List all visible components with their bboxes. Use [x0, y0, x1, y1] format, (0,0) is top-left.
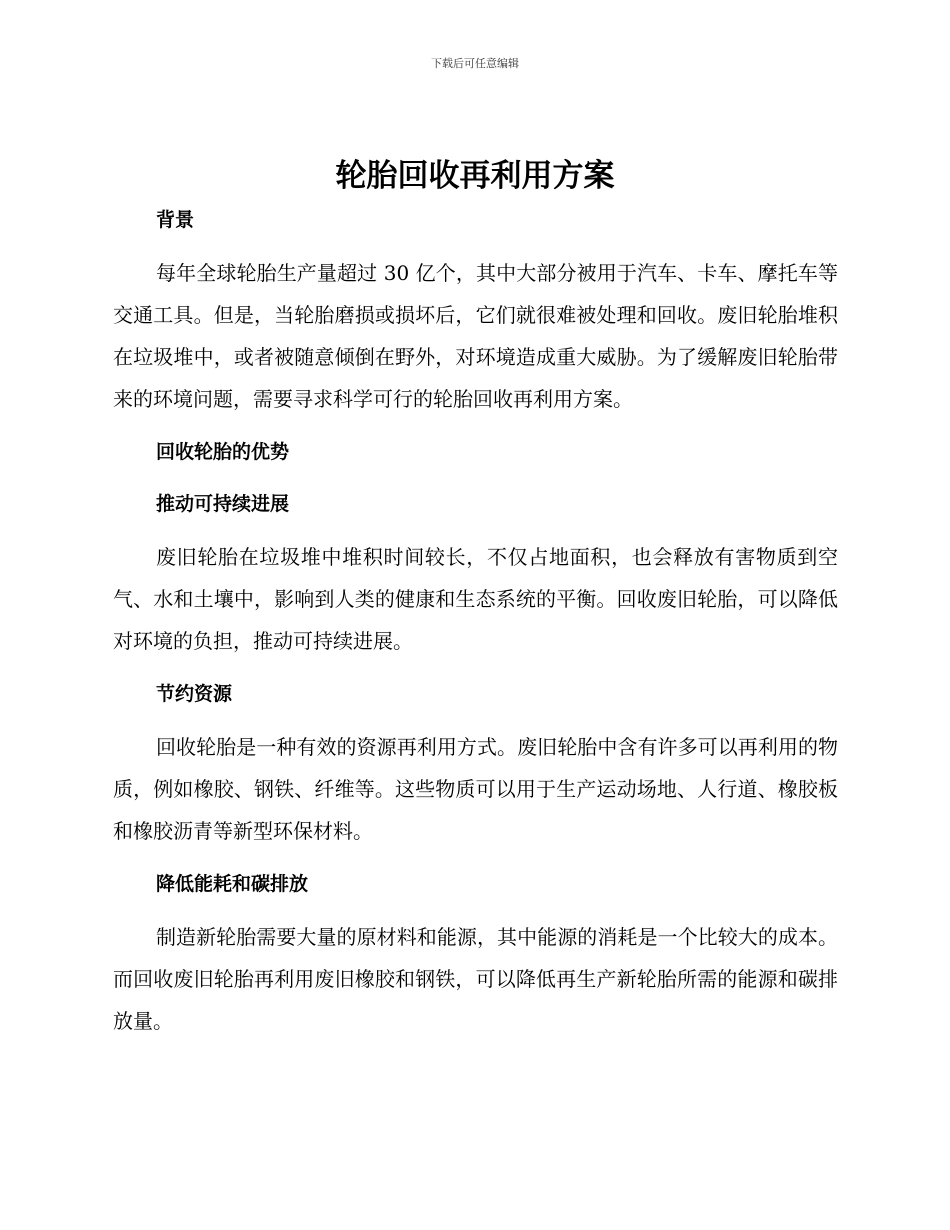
section-paragraph-background: 每年全球轮胎生产量超过 30 亿个，其中大部分被用于汽车、卡车、摩托车等交通工具。但是，当轮胎磨损或损坏后，它们就很难被处理和回收。废旧轮胎堆积在垃圾堆中，或者被随意倾倒在野外，对环境造成重大威胁。为了缓解废旧轮胎带来的环境问题，需要寻求科学可行的轮胎回收再利用方案。 [113, 261, 838, 411]
section-heading-save-resources: 节约资源 [156, 683, 233, 705]
document-title: 轮胎回收再利用方案 [335, 158, 615, 194]
section-heading-energy-carbon: 降低能耗和碳排放 [156, 873, 309, 895]
section-heading-advantages: 回收轮胎的优势 [156, 441, 290, 463]
page-header-note: 下载后可任意编辑 [431, 57, 519, 70]
section-paragraph-save-resources: 回收轮胎是一种有效的资源再利用方式。废旧轮胎中含有许多可以再利用的物质，例如橡胶、钢铁、纤维等。这些物质可以用于生产运动场地、人行道、橡胶板和橡胶沥青等新型环保材料。 [113, 735, 838, 843]
section-paragraph-energy-carbon: 制造新轮胎需要大量的原材料和能源，其中能源的消耗是一个比较大的成本。而回收废旧轮胎再利用废旧橡胶和钢铁，可以降低再生产新轮胎所需的能源和碳排放量。 [113, 925, 838, 1033]
document-body [113, 200, 838, 1042]
section-heading-sustainability: 推动可持续进展 [156, 493, 290, 515]
section-paragraph-sustainability: 废旧轮胎在垃圾堆中堆积时间较长，不仅占地面积，也会释放有害物质到空气、水和土壤中，影响到人类的健康和生态系统的平衡。回收废旧轮胎，可以降低对环境的负担，推动可持续进展。 [113, 545, 838, 653]
section-heading-background: 背景 [156, 209, 195, 231]
